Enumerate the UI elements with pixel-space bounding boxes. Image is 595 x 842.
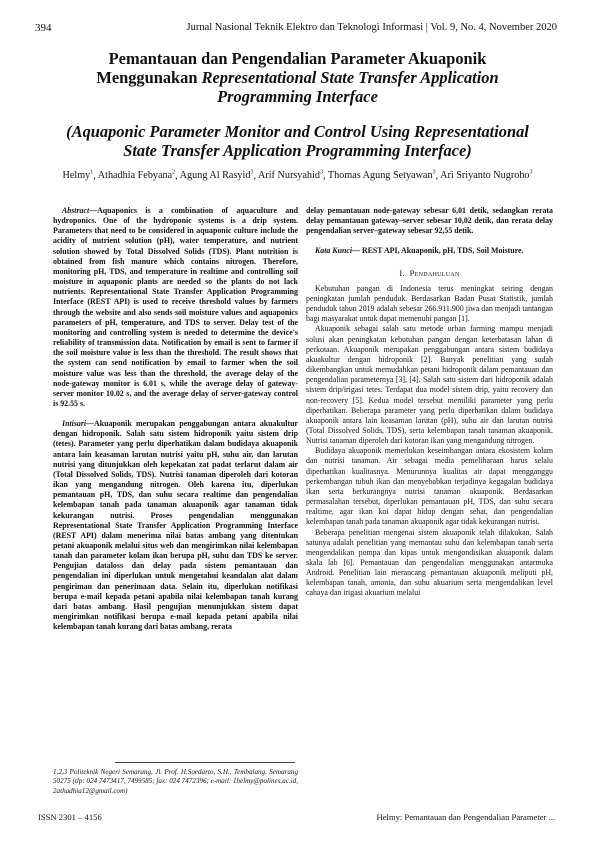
keywords: Kata Kunci— REST API, Akuaponik, pH, TDS, Soil Moisture. bbox=[315, 246, 524, 256]
page-number: 394 bbox=[35, 22, 52, 34]
section-heading bbox=[306, 269, 553, 279]
author: Ari Sriyanto Nugroho$^3$ bbox=[440, 170, 533, 182]
author: Thomas Agung Setyawan$^3$ bbox=[327, 170, 436, 182]
left-column bbox=[53, 206, 298, 632]
title-line-3 bbox=[30, 88, 565, 107]
abstract: Abstract—Aquaponics is a combination of aquaculture and hydroponics. One of the hydroponic systems is a drip system. Parameters that need to be considered in aquaponic culture include the acidity of nutrient solution (pH), water temperature, and nutrient solution showed by Total Dissolved Solids (TDS). Plant nutrition is obtained from fish manure which contains nitrogen. Therefore, monitoring pH, TDS, and temperature in realtime and controlling soil moisture in aquaponic plants are needed so the plants do not lack nutrients. Representational State Transfer Application Programming Interface (REST API) is used to receive threshold values by farmers through the website and also sends soil moisture values and aquaponics parameters of pH, temperature, and TDS to server. Delay test of the monitoring and controlling system is needed to determine the device's reliability of transmission data. Notification by email is sent to farmer if the soil moisture value is less than the threshold. The result shows that the system can send notification by email to farmer when the soil moisture value was less than the threshold, the average delay of the node-gateway monitor is 6.01 s, while the average delay of gateway-server monitor 10.02 s, and the average delay of server-gateway control is 92.55 s. bbox=[53, 206, 298, 408]
keywords-text: REST API, Akuaponik, pH, TDS, Soil Moisture. bbox=[361, 246, 524, 256]
intisari-continued bbox=[306, 206, 553, 236]
paragraph: Akuaponik sebagai salah satu metode urban farming mampu menjadi solusi akan peningkatan kebutuhan pangan dengan keterbatasan lahan di perkotaan. Akuaponik merupakan penggabungan antara sistem budidaya akuakultur dengan hidroponik [2]. Banyak penelitian yang sudah dikembangkan untuk memudahkan petani hidroponik dalam pemantauan dan pengendalian parameternya [3], [4]. Salah satu sistem dari hidroponik adalah sistem drip/irigasi tetes. Terdapat dua model sistem drip, yaitu recovery dan non-recovery [5]. Kedua model tersebut memiliki parameter yang perlu diperhatikan. Beberapa parameter yang perlu diperhatikan dalam budidaya akuaponik antara lain keasaman larutan (pH), suhu air dan larutan nutrisi (Total Dissolved Solids, TDS), serta kelembapan tanah tanaman akuaponik. Nutrisi tanaman diperoleh dari kotoran ikan yang mengandung nitrogen. bbox=[306, 324, 553, 446]
section-number: I. bbox=[399, 268, 405, 278]
running-title: Helmy: Pemantauan dan Pengendalian Parameter ... bbox=[376, 812, 555, 822]
title-line-2-italic: Representational State Transfer Application bbox=[201, 67, 499, 87]
author: Arif Nursyahid$^3$ bbox=[257, 170, 323, 182]
affiliation-footnote: 1,2,3 Politeknik Negeri Semarang, Jl. Prof. H.Soedarto, S.H., Tembalang, Semarang 50275 (tlp: 024 7473417, 7499585; fax: 024 7472396; e-mail: 1helmy@polines.ac.id, 2athadhia12@gmail.com) bbox=[53, 768, 298, 795]
title-english bbox=[30, 123, 565, 161]
title-line-1: Pemantauan dan Pengendalian Parameter Akuaponik bbox=[108, 49, 487, 68]
title-line-3-italic: Programming Interface bbox=[217, 86, 378, 106]
author: Agung Al Rasyid$^3$ bbox=[179, 170, 254, 182]
title-en-line-1: (Aquaponic Parameter Monitor and Control Using Representational bbox=[66, 122, 529, 141]
paragraph: Beberapa penelitian mengenai sistem akuaponik telah dilakukan. Salah satunya adalah penelitian yang memantau suhu dan kelembapan tanah serta mengendalikan pompa dan kipas untuk mengondisikan akuaponik dalam skala lab [6]. Pemantauan dan pengendalian menggunakan antarmuka Android. Penelitian lain merancang pemantauan akuaponik meliputi pH, kelembapan tanah, amonia, dan suhu akuarium serta mengendalikan level cahaya dan irigasi akuarium melalui bbox=[306, 527, 553, 598]
right-column bbox=[306, 206, 553, 599]
intisari-label: Intisari bbox=[62, 419, 87, 429]
abstract-text: Aquaponics is a combination of aquaculture and hydroponics. One of the hydroponic systems is a drip system. Parameters that need to be considered in aquaponic culture include the acidity of nutrient solution (pH), water temperature, and nutrient solution showed by Total Dissolved Solids (TDS). Plant nutrition is obtained from fish manure which contains nitrogen. Therefore, monitoring pH, TDS, and temperature in realtime and controlling soil moisture in aquaponic plants are needed so the plants do not lack nutrients. Representational State Transfer Application Programming Interface (REST API) is used to receive threshold values by farmers through the website and also sends soil moisture values and aquaponics parameters of pH, temperature, and TDS to server. Delay test of the monitoring and controlling system is needed to determine the device's reliability of transmission data. Notification by email is sent to farmer if the soil moisture value is less than the threshold. The result shows that the system can send notification by email to farmer when the soil moisture value was less than the threshold, the average delay of the node-gateway monitor is 6.01 s, while the average delay of gateway-server monitor 10.02 s, and the average delay of server-gateway control is 92.55 s. bbox=[53, 206, 298, 408]
abstract-label: Abstract bbox=[62, 206, 90, 215]
author: Helmy$^1$ bbox=[62, 170, 94, 182]
paragraph: Kebutuhan pangan di Indonesia terus meningkat seiring dengan peningkatan jumlah penduduk. Berdasarkan Badan Pusat Statistik, jumlah penduduk tahun 2019 adalah sebesar 266.911.900 jiwa dan menjadi tantangan bagi masyarakat untuk dapat memenuhi pangan [1]. bbox=[306, 283, 553, 324]
footnote-divider bbox=[115, 762, 295, 763]
author-list: Helmy$^1$, Athadhia Febyana$^2$, Agung Al Rasyid$^3$, Arif Nursyahid$^3$, Thomas Agung Setyawan$^3$, Ari Sriyanto Nugroho$^3$ bbox=[62, 170, 533, 182]
intisari: Intisari—Akuaponik merupakan penggabungan antara akuakultur dengan hidroponik. Salah satu sistem hidroponik yaitu sistem drip (tetes). Parameter yang perlu diperhatikan dalam budidaya akuaponik antara lain keasaman larutan nutrisi yaitu pH, suhu air, dan larutan nutrisi yang ditunjukkan oleh kepekatan zat padat terlarut dalam air (Total Dissolved Solids, TDS). Nutrisi tanaman diperoleh dari kotoran ikan yang mengandung nitrogen. Oleh karena itu, diperlukan pemantauan pH, TDS, dan suhu secara realtime dan pengendalian kelembapan tanah pada tanaman akuaponik agar tanaman tidak kekurangan nutrisi. Proses pengendalian menggunakan Representational State Transfer Application Programming Interface (REST API) dalam menerima nilai batas ambang yang ditentukan petani akuaponik melalui situs web dan mengirimkan nilai kelembapan tanah dan parameter kolam ikan berupa pH, suhu dan TDS ke server. Pengujian dataloss dan delay pada sistem pemantauan dan pengendalian ini diperlukan untuk mengetahui keandalan alat dalam pengiriman dan penerimaan data. Selain itu, diperlukan notifikasi berupa e-mail kepada petani apabila nilai kelembapan tanah kurang dari batas ambang. Hasil pengujian menunjukkan sistem dapat mengirimkan notifikasi berupa e-mail kepada petani apabila nilai kelembapan tanah kurang dari batas ambang, rerata bbox=[53, 419, 298, 632]
author: Athadhia Febyana$^2$ bbox=[97, 170, 176, 182]
intisari-continued-text: delay pemantauan node-gateway sebesar 6,01 detik, sedangkan rerata delay pemantauan gateway–server sebesar 10,02 detik, dan rerata delay pengendalian server–gateway sebesar 92,55 detik. bbox=[306, 206, 553, 236]
title-indonesian bbox=[30, 50, 565, 106]
issn: ISSN 2301 – 4156 bbox=[38, 812, 102, 822]
introduction-body bbox=[306, 284, 553, 599]
intisari-text: Akuaponik merupakan penggabungan antara akuakultur dengan hidroponik. Salah satu sistem hidroponik yaitu sistem drip (tetes). Parameter yang perlu diperhatikan dalam budidaya akuaponik antara lain keasaman larutan nutrisi yaitu pH, suhu air, dan larutan nutrisi yang ditunjukkan oleh kepekatan zat padat terlarut dalam air (Total Dissolved Solids, TDS). Nutrisi tanaman diperoleh dari kotoran ikan yang mengandung nitrogen. Oleh karena itu, diperlukan pemantauan pH, TDS, dan suhu secara realtime dan pengendalian kelembapan tanah pada tanaman akuaponik agar tanaman tidak kekurangan nutrisi. Proses pengendalian menggunakan Representational State Transfer Application Programming Interface (REST API) dalam menerima nilai batas ambang yang ditentukan petani akuaponik melalui situs web dan mengirimkan nilai kelembapan tanah dan parameter kolam ikan berupa pH, suhu dan TDS ke server. Pengujian dataloss dan delay pada sistem pemantauan dan pengendalian ini diperlukan untuk mengetahui keandalan alat dalam pengiriman dan penerimaan data. Selain itu, diperlukan notifikasi berupa e-mail kepada petani apabila nilai kelembapan tanah kurang dari batas ambang. Hasil pengujian menunjukkan sistem dapat mengirimkan notifikasi berupa e-mail kepada petani apabila nilai kelembapan tanah kurang dari batas ambang, rerata bbox=[53, 419, 298, 632]
title-line-2-plain: Menggunakan bbox=[96, 67, 202, 87]
section-title: Pendahuluan bbox=[409, 268, 460, 278]
title-line-2 bbox=[30, 69, 565, 88]
paragraph: Budidaya akuaponik memerlukan keseimbangan antara ekosistem kolam dan nutrisi tanaman. Air sebagai media pemeliharaan harus selalu diperhatikan kualitasnya. Menurunnya kualitas air dapat mengganggu perkembangan tubuh ikan dan menyebabkan terjadinya kegagalan budidaya ikan serta berkurangnya nutrisi tanaman akuaponik. Berdasarkan permasalahan tersebut, diperlukan pemantauan pH, TDS, dan suhu secara realtime, agar ikan koi dapat hidup dengan sehat, dan pengendalian kelembapan tanah pada tanaman akuaponik agar tidak kekurangan nutrisi. bbox=[306, 446, 553, 527]
journal-header: Jurnal Nasional Teknik Elektro dan Teknologi Informasi | Vol. 9, No. 4, November 2020 bbox=[186, 22, 557, 33]
keywords-label: Kata Kunci bbox=[315, 246, 353, 256]
title-en-line-2: State Transfer Application Programming Interface) bbox=[123, 140, 472, 160]
